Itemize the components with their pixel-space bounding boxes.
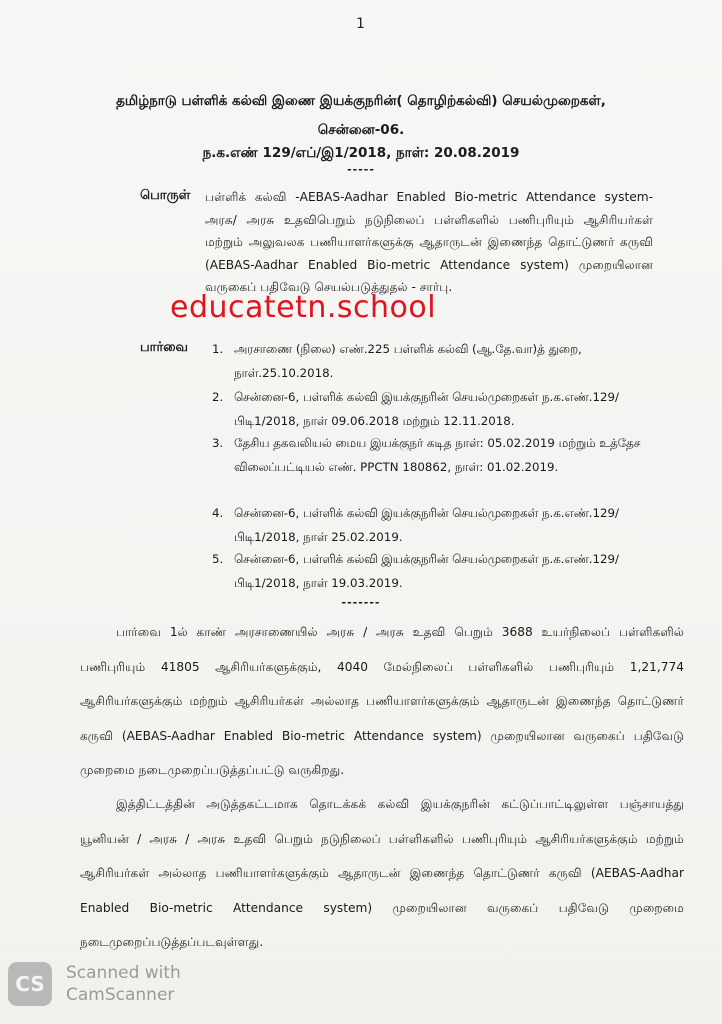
reference-text: சென்னை-6, பள்ளிக் கல்வி இயக்குநரின் செயல்முறைகள் ந.க.எண்.129/பிடி1/2018, நாள் 19.03.2019. xyxy=(234,552,620,590)
scanner-stamp xyxy=(8,962,181,1006)
reference-item xyxy=(212,386,657,432)
reference-item xyxy=(212,548,657,595)
scanner-line-1: Scanned with xyxy=(66,963,181,983)
reference-text: சென்னை-6, பள்ளிக் கல்வி இயக்குநரின் செயல்முறைகள் ந.க.எண்.129/பிடி1/2018, நாள் 25.02.2019. xyxy=(234,506,620,544)
references-divider: ------- xyxy=(341,596,381,609)
reference-text: சென்னை-6, பள்ளிக் கல்வி இயக்குநரின் செயல்முறைகள் ந.க.எண்.129/பிடி1/2018, நாள் 09.06.2018 மற்றும் 12.11.2018. xyxy=(234,390,620,428)
office-location: சென்னை-06. xyxy=(317,122,405,138)
body-paragraph-1: பார்வை 1ல் காண் அரசாணையில் அரசு / அரசு உதவி பெறும் 3688 உயர்நிலைப் பள்ளிகளில் பணிபுரியும் 41805 ஆசிரியர்களுக்கும், 4040 மேல்நிலைப் பள்ளிகளில் பணிபுரியும் 1,21,774 ஆசிரியர்களுக்கும் மற்றும் ஆசிரியர்கள் அல்லாத பணியாளர்களுக்கும் ஆதாருடன் இணைந்த தொட்டுணர் கருவி (AEBAS-Aadhar Enabled Bio-metric Attendance system) முறையிலான வருகைப் பதிவேடு முறைமை நடைமுறைப்படுத்தப்பட்டு வருகிறது. xyxy=(80,625,684,777)
page-number: 1 xyxy=(356,16,365,32)
reference-text: தேசிய தகவலியல் மைய இயக்குநர் கடித நாள்: 05.02.2019 மற்றும் உத்தேச விலைப்பட்டியல் எண். PPCTN 180862, நாள்: 01.02.2019. xyxy=(234,436,641,474)
reference-number: 3. xyxy=(212,436,224,450)
header-divider: ----- xyxy=(347,163,375,176)
site-watermark: educatetn.school xyxy=(170,290,437,325)
reference-item xyxy=(212,502,657,548)
scanner-caption xyxy=(66,962,181,1006)
reference-number: 2. xyxy=(212,390,224,404)
camscanner-logo-icon: CS xyxy=(8,962,52,1006)
subject-text: பள்ளிக் கல்வி -AEBAS-Aadhar Enabled Bio-metric Attendance system- அரசு/ அரசு உதவிபெறும் நடுநிலைப் பள்ளிகளில் பணிபுரியும் ஆசிரியர்கள் மற்றும் அலுவலக பணியாளர்களுக்கு ஆதாருடன் இணைந்த தொட்டுணர் கருவி (AEBAS-Aadhar Enabled Bio-metric Attendance system) முறையிலான வருகைப் பதிவேடு செயல்படுத்துதல் - சார்பு. xyxy=(205,190,653,295)
reference-text: அரசாணை (நிலை) எண்.225 பள்ளிக் கல்வி (ஆ.தே.வா)த் துறை, நாள்.25.10.2018. xyxy=(234,342,582,380)
references-list xyxy=(212,338,657,595)
subject-label: பொருள் xyxy=(140,188,191,203)
references-label: பார்வை xyxy=(140,340,189,355)
reference-item xyxy=(212,432,657,502)
scanner-line-2: CamScanner xyxy=(66,985,175,1005)
reference-item xyxy=(212,338,657,386)
reference-number: 1. xyxy=(212,342,224,356)
reference-number: 4. xyxy=(212,506,224,520)
reference-number: 5. xyxy=(212,552,224,566)
office-title: தமிழ்நாடு பள்ளிக் கல்வி இணை இயக்குநரின்( தொழிற்கல்வி) செயல்முறைகள், xyxy=(116,93,606,109)
reference-number: ந.க.எண் 129/எப்/இ1/2018, நாள்: 20.08.2019 xyxy=(202,145,520,161)
body-paragraph-2: இத்திட்டத்தின் அடுத்தகட்டமாக தொடக்கக் கல்வி இயக்குநரின் கட்டுப்பாட்டிலுள்ள பஞ்சாயத்து யூனியன் / அரசு / அரசு உதவி பெறும் நடுநிலைப் பள்ளிகளில் பணிபுரியும் ஆசிரியர்களுக்கும் மற்றும் ஆசிரியர்கள் அல்லாத பணியாளர்களுக்கும் ஆதாருடன் இணைந்த தொட்டுணர் கருவி (AEBAS-Aadhar Enabled Bio-metric Attendance system) முறையிலான வருகைப் பதிவேடு முறைமை நடைமுறைப்படுத்தப்படவுள்ளது. xyxy=(80,797,684,949)
